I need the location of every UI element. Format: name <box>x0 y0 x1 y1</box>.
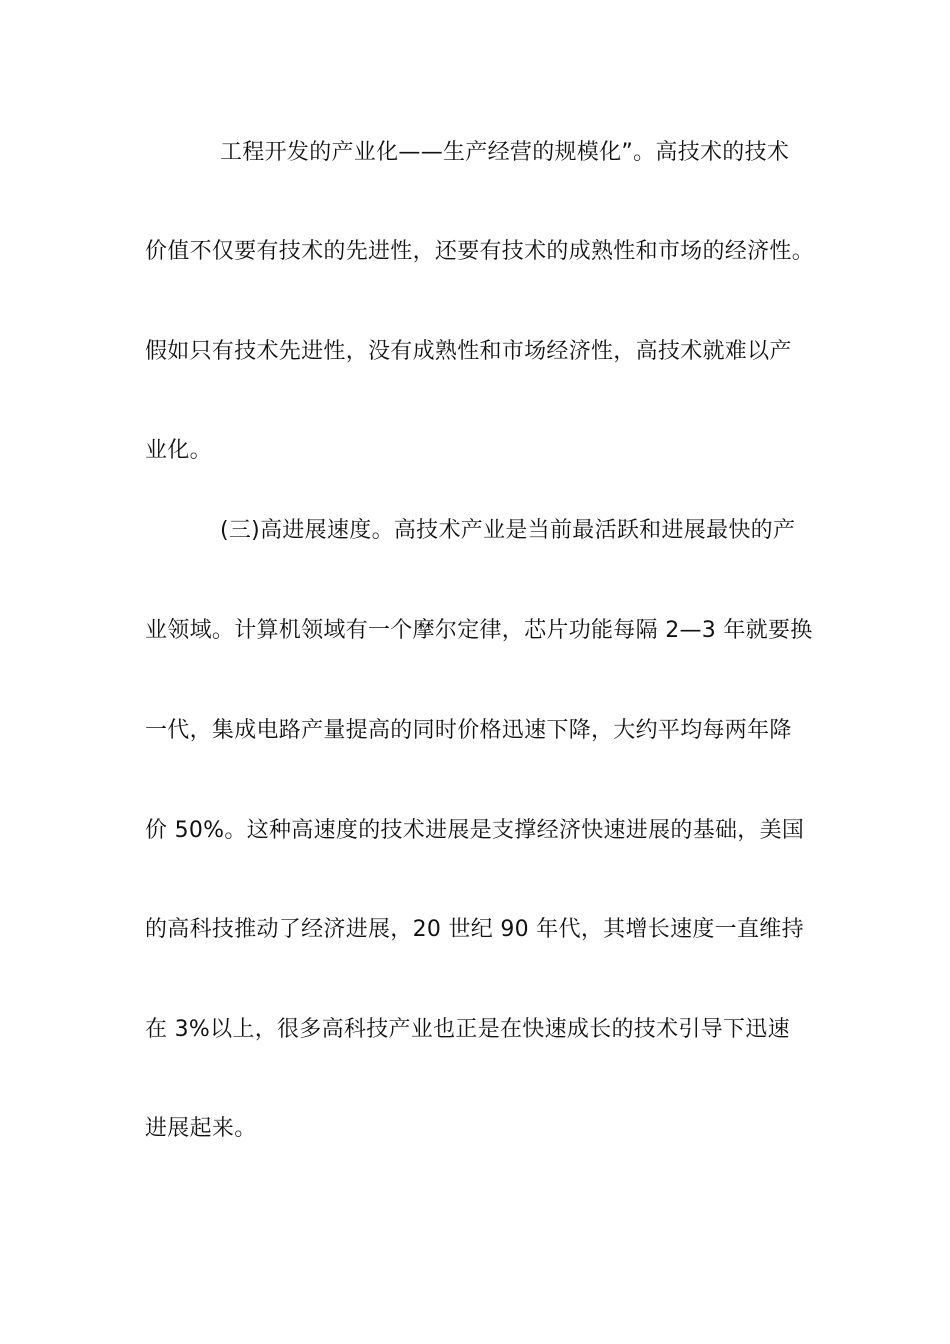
text-line: 价值不仅要有技术的先进性，还要有技术的成熟性和市场的经济性。 <box>145 239 815 264</box>
text-line: 价 50%。这种高速度的技术进展是支撑经济快速进展的基础，美国 <box>145 818 805 843</box>
text-line: 假如只有技术先进性，没有成熟性和市场经济性，高技术就难以产 <box>145 339 792 364</box>
text-line: 业化。 <box>145 438 212 463</box>
text-line: 进展起来。 <box>145 1116 257 1141</box>
text-line: 的高科技推动了经济进展，20 世纪 90 年代，其增长速度一直维持 <box>145 917 804 942</box>
text-line: 业领域。计算机领域有一个摩尔定律，芯片功能每隔 2—3 年就要换 <box>145 618 813 643</box>
text-line: 工程开发的产业化——生产经营的规模化”。高技术的技术 <box>220 140 790 165</box>
text-line: 在 3%以上，很多高科技产业也正是在快速成长的技术引导下迅速 <box>145 1017 790 1042</box>
text-line: 一代，集成电路产量提高的同时价格迅速下降，大约平均每两年降 <box>145 718 792 743</box>
paragraph-heading-line: (三)高进展速度。高技术产业是当前最活跃和进展最快的产 <box>220 518 796 543</box>
